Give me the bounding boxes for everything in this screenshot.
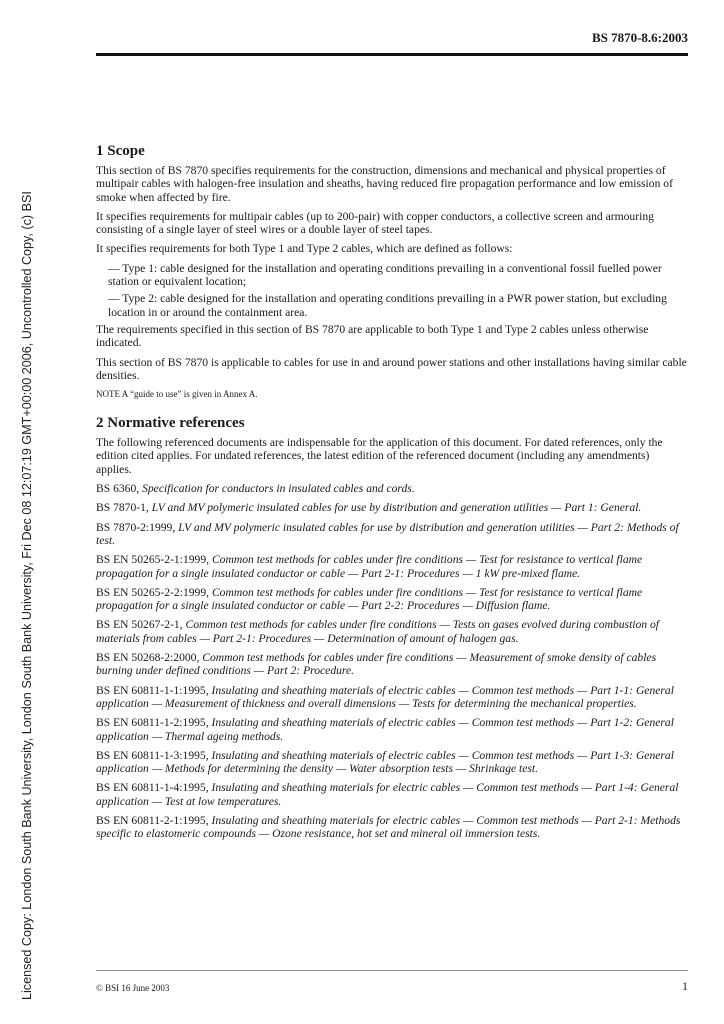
reference-title: Specification for conductors in insulated cables and cords. <box>142 482 415 496</box>
scope-heading: 1 Scope <box>96 143 145 159</box>
reference-code: BS EN 60811-2-1:1995, <box>96 813 212 827</box>
reference-code: BS 6360, <box>96 482 143 496</box>
reference-title: Common test methods for cables under fire conditions — Test for resistance to vertical flame propagation for a single insulated conductor or cable — Part 2-2: Procedures — Diffusion flame. <box>96 585 643 613</box>
reference-item <box>96 716 688 743</box>
reference-code: BS EN 50268-2:2000, <box>96 651 203 665</box>
scope-paragraph-4: The requirements specified in this section of BS 7870 are applicable to both Type 1 and Type 2 cables unless otherwise indicated. <box>96 322 649 350</box>
page-body <box>96 142 688 847</box>
reference-item <box>96 684 688 711</box>
normative-references-section <box>96 414 688 840</box>
scope-paragraph-2: It specifies requirements for multipair cables (up to 200-pair) with copper conductors, a collective screen and armouring consisting of a single layer of steel wires or a double layer of steel tapes. <box>96 209 654 237</box>
header-rule <box>96 53 688 56</box>
normative-intro: The following referenced documents are indispensable for the application of this document. For dated references, only the edition cited applies. For undated references, the latest edition of the referenced document (including any amendments) applies. <box>96 436 663 476</box>
footer-copyright: © BSI 16 June 2003 <box>96 983 170 993</box>
reference-title: Insulating and sheathing materials of electric cables — Common test methods — Part 1-2: General application — Thermal ageing methods. <box>96 716 674 743</box>
reference-item <box>96 501 688 514</box>
reference-item <box>96 482 688 495</box>
reference-item <box>96 651 688 678</box>
reference-item <box>96 521 688 548</box>
scope-type-2: — Type 2: cable designed for the installation and operating conditions prevailing in a PWR power station, but excluding location in or around the containment area. <box>108 292 667 319</box>
reference-title: Common test methods for cables under fire conditions — Tests on gases evolved during combustion of materials from cables — Part 2-1: Procedures — Determination of amount of halogen gas. <box>96 618 660 645</box>
reference-title: Common test methods for cables under fire conditions — Test for resistance to vertical flame propagation for a single insulated conductor or cable — Part 2-1: Procedures — 1 kW pre-mixed flame. <box>96 553 643 580</box>
reference-item <box>96 781 688 808</box>
reference-code: BS 7870-1, <box>96 501 152 515</box>
reference-title: LV and MV polymeric insulated cables for use by distribution and generation utilities — Part 1: General. <box>151 501 642 515</box>
licence-watermark: Licensed Copy: London South Bank University, London South Bank University, Fri Dec 08 12:07:19 GMT+00:00 2006, Uncontrolled Copy, (c) BSI <box>20 191 34 1000</box>
reference-title: Insulating and sheathing materials for electric cables — Common test methods — Part 1-4: General application — Test at low temperatures. <box>96 781 679 808</box>
normative-heading: 2 Normative references <box>96 415 245 432</box>
reference-code: BS EN 50267-2-1, <box>96 618 186 632</box>
reference-code: BS EN 60811-1-4:1995, <box>96 781 212 795</box>
reference-title: Common test methods for cables under fire conditions — Measurement of smoke density of cables burning under defined conditions — Part 2: Procedure. <box>96 651 657 678</box>
reference-title: Insulating and sheathing materials of electric cables — Common test methods — Part 1-3: General application — Methods for determining the density — Water absorption tests — Shrinkage test. <box>96 748 674 776</box>
reference-code: BS EN 60811-1-2:1995, <box>96 716 212 730</box>
scope-section <box>96 142 688 400</box>
reference-item <box>96 586 688 613</box>
reference-code: BS EN 50265-2-1:1999, <box>96 553 212 567</box>
page-number: 1 <box>682 979 688 993</box>
reference-title: Insulating and sheathing materials of electric cables — Common test methods — Part 1-1: General application — Measurement of thickness and overall dimensions — Tests for determining the mechanical properties. <box>96 683 674 710</box>
scope-paragraph-5: This section of BS 7870 is applicable to cables for use in and around power stations and other installations having similar cable densities. <box>96 355 687 382</box>
reference-title: Insulating and sheathing materials for electric cables — Common test methods — Part 2-1: Methods specific to elastomeric compounds — Ozone resistance, hot set and mineral oil immersion tests. <box>96 813 681 841</box>
reference-code: BS EN 60811-1-1:1995, <box>96 683 212 697</box>
reference-item <box>96 749 688 776</box>
scope-paragraph-1: This section of BS 7870 specifies requirements for the construction, dimensions and mechanical and physical properties of multipair cables with halogen-free insulation and sheaths, having reduced fire propagation performance and low emission of smoke when affected by fire. <box>96 164 673 204</box>
reference-code: BS EN 50265-2-2:1999, <box>96 585 212 599</box>
reference-item <box>96 814 688 841</box>
reference-item <box>96 618 688 645</box>
footer-rule <box>96 970 688 971</box>
reference-code: BS 7870-2:1999, <box>96 520 179 534</box>
scope-note: NOTE A “guide to use” is given in Annex A. <box>96 389 258 400</box>
scope-type-1: — Type 1: cable designed for the installation and operating conditions prevailing in a conventional fossil fuelled power station or equivalent location; <box>108 261 662 289</box>
reference-item <box>96 553 688 580</box>
reference-title: LV and MV polymeric insulated cables for use by distribution and generation utilities — Part 2: Methods of test. <box>96 520 679 547</box>
reference-code: BS EN 60811-1-3:1995, <box>96 748 212 762</box>
scope-paragraph-3: It specifies requirements for both Type 1 and Type 2 cables, which are defined as follows: <box>96 242 513 256</box>
document-number: BS 7870-8.6:2003 <box>591 30 688 45</box>
